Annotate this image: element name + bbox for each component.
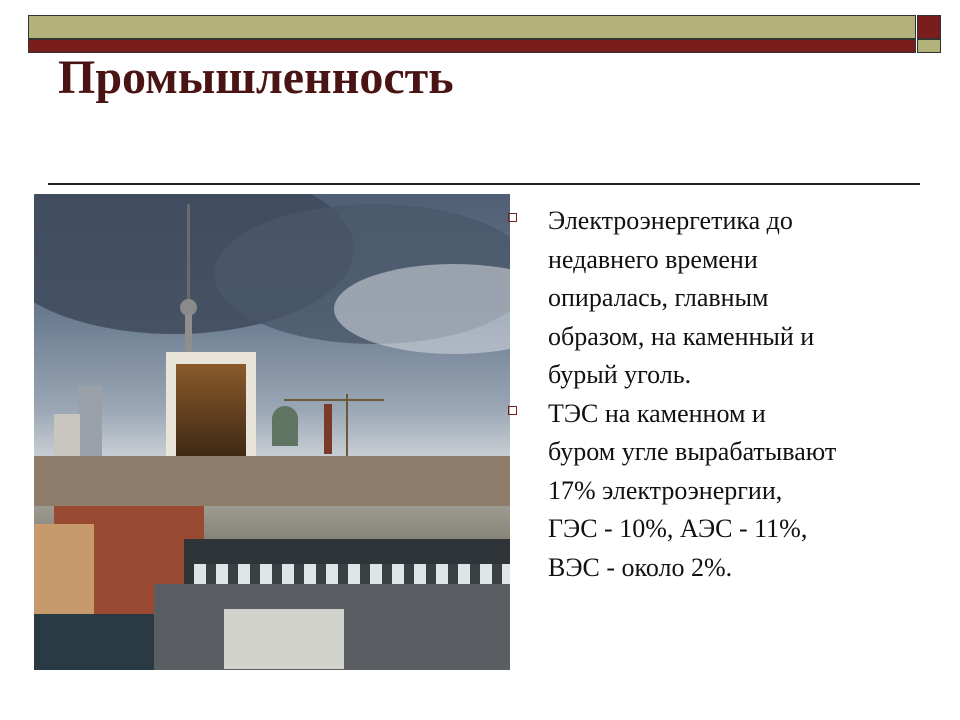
bullet-line: ГЭС - 10%, АЭС - 11%, — [548, 514, 808, 543]
bullet-line: 17% электроэнергии, — [548, 475, 783, 505]
title-divider — [48, 183, 920, 185]
bullet-line: Электроэнергетика до — [548, 206, 793, 235]
bullet-list — [508, 202, 918, 587]
bullet-line: ТЭС на каменном и — [548, 398, 766, 428]
bullet-line: ВЭС - около 2%. — [548, 552, 733, 582]
hollow-square-icon — [508, 213, 517, 222]
bullet-line: бурый уголь. — [548, 360, 692, 389]
corner-square-red — [917, 15, 941, 39]
corner-square-olive — [917, 39, 941, 53]
bullet-line: образом, на каменный и — [548, 321, 815, 351]
bullet-line: опиралась, главным — [548, 283, 769, 312]
slide-title: Промышленность — [58, 51, 454, 104]
bullet-line: буром угле вырабатывают — [548, 437, 837, 466]
hollow-square-icon — [508, 406, 517, 415]
bullet-item-energy-shares — [508, 395, 918, 588]
bullet-item-coal — [508, 202, 918, 395]
bullet-line: недавнего времени — [548, 244, 758, 274]
city-skyline-photo — [34, 194, 510, 670]
header-bar-top — [28, 15, 916, 39]
